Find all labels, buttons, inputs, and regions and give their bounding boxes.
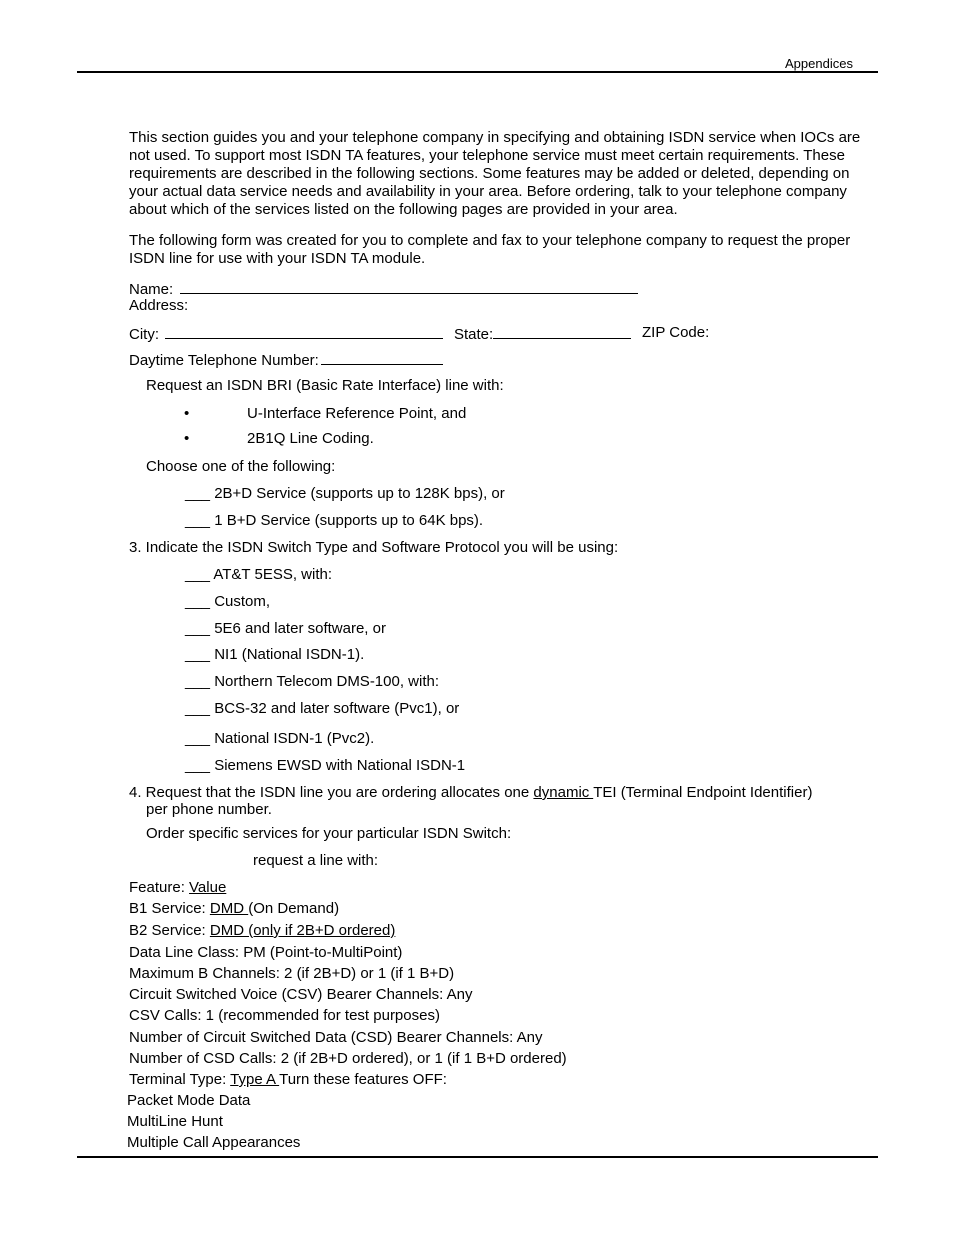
csv-bearer-channels: Circuit Switched Voice (CSV) Bearer Channels: Any: [129, 986, 473, 1003]
tei-line-1: [129, 784, 812, 802]
terminal-label: Terminal Type:: [129, 1071, 231, 1088]
off-item-multiline-hunt: MultiLine Hunt: [127, 1113, 223, 1130]
name-field: [129, 279, 638, 299]
tei-dynamic: dynamic: [533, 784, 594, 801]
header-rule: [77, 71, 878, 73]
name-label: Name:: [129, 281, 174, 298]
csd-calls: Number of CSD Calls: 2 (if 2B+D ordered), or 1 (if 1 B+D ordered): [129, 1050, 567, 1067]
switch-option-2-blank: ___: [185, 593, 211, 610]
terminal-value: Type A: [230, 1071, 280, 1088]
city-blank: [165, 324, 443, 339]
switch-option-5: [185, 673, 439, 691]
csd-bearer-channels: Number of Circuit Switched Data (CSD) Bearer Channels: Any: [129, 1029, 543, 1046]
bullet-1-text: U-Interface Reference Point, and: [247, 405, 467, 422]
switch-option-3-blank: ___: [185, 620, 211, 637]
choose-option-1: [185, 485, 505, 503]
choose-option-1-text: 2B+D Service (supports up to 128K bps), or: [214, 485, 505, 502]
choose-option-2: [185, 512, 483, 530]
feature-value: Value: [189, 879, 227, 896]
switch-option-7: [185, 730, 374, 748]
city-field: [129, 324, 443, 344]
switch-option-4: [185, 646, 364, 664]
footer-rule: [77, 1156, 878, 1158]
switch-option-7-text: National ISDN-1 (Pvc2).: [214, 730, 375, 747]
switch-option-8: [185, 757, 465, 775]
request-intro: Request an ISDN BRI (Basic Rate Interface) line with:: [146, 377, 504, 394]
phone-field: [129, 350, 443, 370]
b2-label: B2 Service:: [129, 922, 210, 939]
tei-post: TEI (Terminal Endpoint Identifier): [593, 784, 813, 801]
choose-option-2-text: 1 B+D Service (supports up to 64K bps).: [214, 512, 484, 529]
switch-option-1-text: AT&T 5ESS, with:: [213, 566, 333, 583]
switch-option-4-blank: ___: [185, 646, 211, 663]
choose-option-1-blank: ___: [185, 485, 211, 502]
switch-option-1-blank: ___: [185, 566, 211, 583]
switch-option-8-text: Siemens EWSD with National ISDN-1: [214, 757, 466, 774]
services-intro: Order specific services for your particular ISDN Switch:: [146, 825, 512, 842]
state-field: [454, 324, 631, 344]
header-title: Appendices: [785, 56, 853, 71]
choose-intro: Choose one of the following:: [146, 458, 336, 475]
switch-option-2: [185, 593, 270, 611]
switch-option-8-blank: ___: [185, 757, 211, 774]
intro-paragraph-2: The following form was created for you to complete and fax to your telephone company to request the proper ISDN line for use with your ISDN TA module.: [129, 232, 851, 267]
switch-option-5-blank: ___: [185, 673, 211, 690]
switch-option-6: [185, 700, 459, 718]
state-blank: [493, 324, 631, 339]
address-label: Address:: [129, 297, 189, 314]
switch-option-4-text: NI1 (National ISDN-1).: [214, 646, 365, 663]
switch-option-6-text: BCS-32 and later software (Pvc1), or: [214, 700, 460, 717]
bullet-2-text: 2B1Q Line Coding.: [247, 430, 374, 447]
csv-calls: CSV Calls: 1 (recommended for test purposes): [129, 1007, 440, 1024]
switch-heading: 3. Indicate the ISDN Switch Type and Software Protocol you will be using:: [129, 539, 619, 556]
b1-value: DMD: [209, 900, 249, 917]
b1-service-row: [129, 900, 339, 918]
tei-pre: 4. Request that the ISDN line you are ordering allocates one: [129, 784, 534, 801]
switch-option-6-blank: ___: [185, 700, 211, 717]
b1-post: (On Demand): [248, 900, 340, 917]
choose-option-2-blank: ___: [185, 512, 211, 529]
b1-label: B1 Service:: [129, 900, 210, 917]
city-label: City:: [129, 326, 159, 343]
max-b-channels: Maximum B Channels: 2 (if 2B+D) or 1 (if 1 B+D): [129, 965, 455, 982]
feature-label: Feature:: [129, 879, 190, 896]
switch-option-2-text: Custom,: [214, 593, 271, 610]
off-item-multiple-call: Multiple Call Appearances: [127, 1134, 301, 1151]
b2-service-row: [129, 922, 395, 940]
tei-line-2: per phone number.: [146, 801, 272, 818]
data-line-class: Data Line Class: PM (Point-to-MultiPoint): [129, 944, 403, 961]
switch-option-3-text: 5E6 and later software, or: [214, 620, 386, 637]
services-sub: request a line with:: [253, 852, 379, 869]
feature-row: [129, 879, 226, 897]
switch-option-5-text: Northern Telecom DMS-100, with:: [214, 673, 440, 690]
switch-option-3: [185, 620, 386, 638]
switch-option-7-blank: ___: [185, 730, 211, 747]
b2-value: DMD (only if 2B+D ordered): [209, 922, 396, 939]
state-label: State:: [454, 326, 494, 343]
intro-paragraph-1: This section guides you and your telephone company in specifying and obtaining ISDN service when IOCs are not used. To support most ISDN TA features, your telephone service must meet certain requirements. These requirements are described in the following sections. Some features may be added or deleted, depending on your actual data service needs and availability in your area. Before ordering, talk to your telephone company about which of the services listed on the following pages are provided in your area.: [129, 129, 861, 218]
switch-option-1: [185, 566, 332, 584]
terminal-type-row: [129, 1071, 447, 1089]
phone-label: Daytime Telephone Number:: [129, 352, 319, 369]
name-blank: [180, 279, 638, 294]
bullet-2-glyph: •: [184, 430, 190, 447]
terminal-post: Turn these features OFF:: [279, 1071, 447, 1088]
bullet-1-glyph: •: [184, 405, 190, 422]
phone-blank: [321, 350, 443, 365]
off-item-packet-mode: Packet Mode Data: [127, 1092, 251, 1109]
zip-label: ZIP Code:: [642, 324, 710, 341]
